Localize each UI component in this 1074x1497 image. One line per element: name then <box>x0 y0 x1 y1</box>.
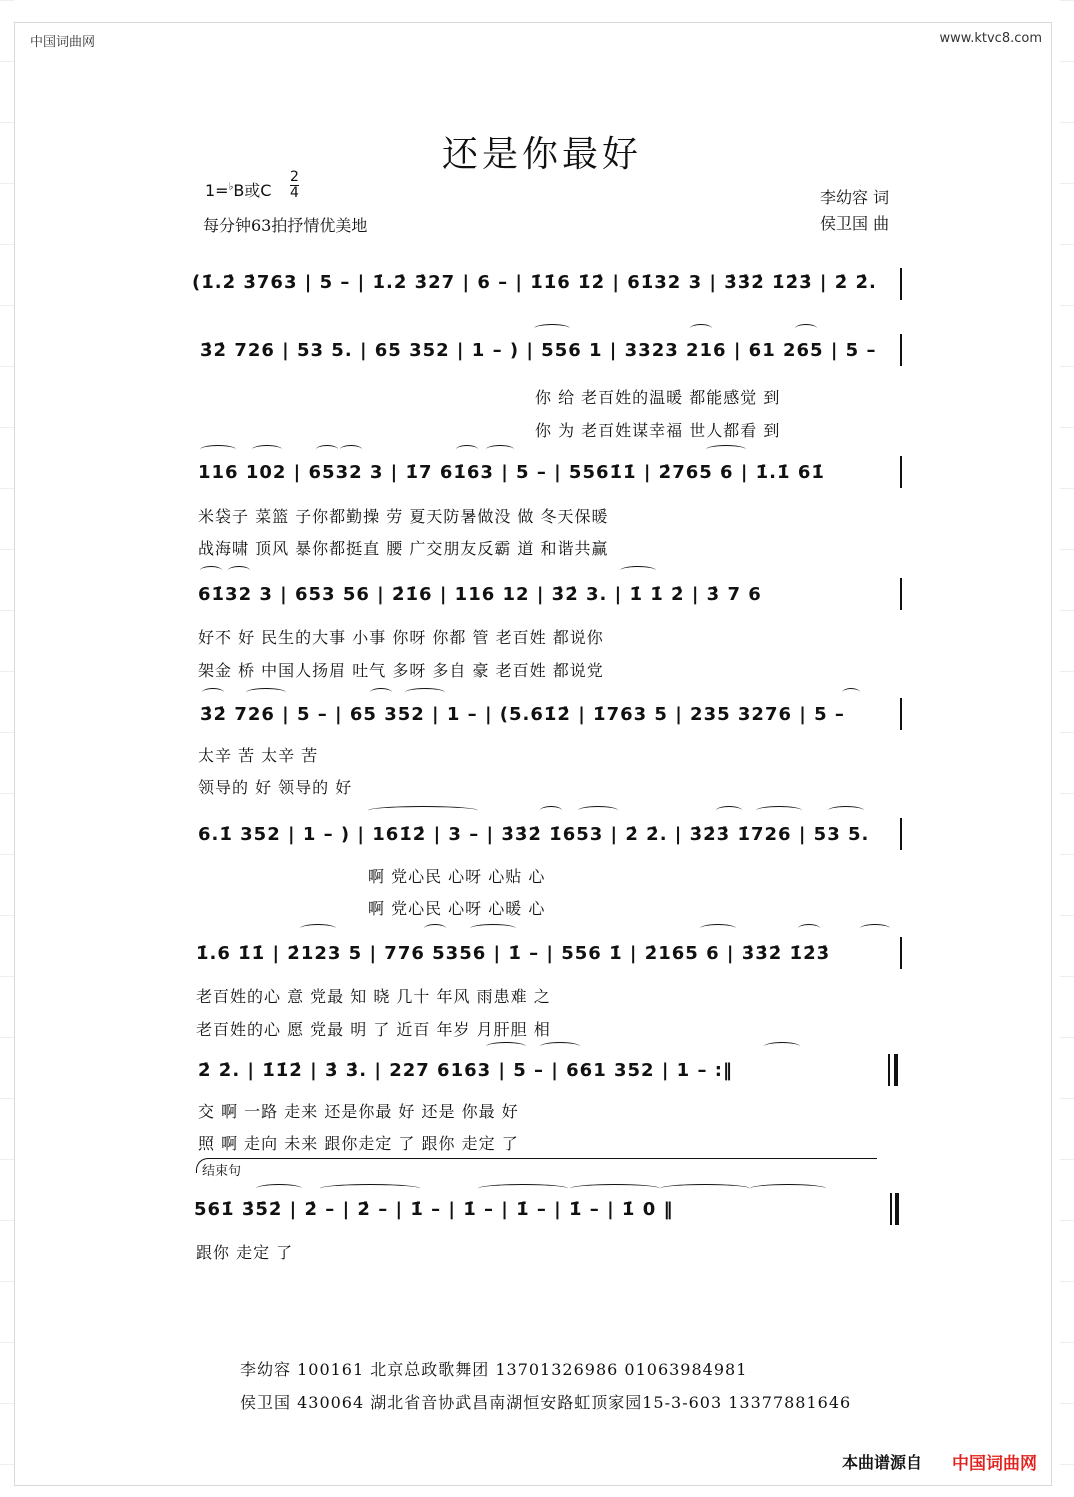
slur <box>578 806 618 815</box>
watermark-block <box>0 671 14 732</box>
slur <box>256 1184 302 1193</box>
watermark-block <box>0 488 14 549</box>
system-6-end-bar <box>900 818 902 850</box>
slur <box>316 445 338 454</box>
system-7-notes: 1̇.6 1̇1̇ | 2̇123 5 | 776 5356 | 1̇ – | 556 1̇ | 2̇165 6 | 3̇3̇2̇ 1̇2̇3̇ <box>196 943 831 964</box>
watermark-block <box>0 183 14 244</box>
watermark-block <box>1060 244 1074 305</box>
contact-composer: 侯卫国 430064 湖北省音协武昌南湖恒安路虹顶家园15-3-603 13377881646 <box>240 1393 852 1412</box>
watermark-block <box>0 1220 14 1281</box>
watermark-block <box>0 61 14 122</box>
key-text: B或C <box>233 181 272 200</box>
watermark-block <box>1060 61 1074 122</box>
watermark-block <box>0 0 14 61</box>
system-2-lyrics-verse2: 你 为 老百姓谋幸福 世人都看 到 <box>535 421 781 440</box>
watermark-block <box>0 854 14 915</box>
watermark-block <box>1060 671 1074 732</box>
watermark-block <box>1060 183 1074 244</box>
system-3-lyrics-verse2: 战海啸 顶风 暴你都挺直 腰 广交朋友反霸 道 和谐共赢 <box>198 539 609 558</box>
system-8-repeat-thick-bar <box>894 1054 898 1086</box>
watermark-block <box>1060 1220 1074 1281</box>
watermark-block <box>1060 732 1074 793</box>
watermark-block <box>1060 0 1074 61</box>
slur <box>756 806 802 815</box>
watermark-block <box>1060 854 1074 915</box>
flat-sign: ♭ <box>228 181 234 193</box>
slur <box>202 688 224 697</box>
watermark-block <box>1060 915 1074 976</box>
final-thin-bar <box>890 1193 892 1225</box>
system-8-repeat-bar <box>888 1054 890 1086</box>
watermark-block <box>0 976 14 1037</box>
watermark-block <box>1060 488 1074 549</box>
watermark-block <box>1060 610 1074 671</box>
watermark-block <box>0 244 14 305</box>
watermark-block <box>1060 793 1074 854</box>
slur <box>320 1184 420 1193</box>
watermark-block <box>1060 122 1074 183</box>
system-8-notes: 2̇ 2̇. | 1̇1̇2̇ | 3̇ 3̇. | 227 6163 | 5 – | 661 352 | 1 – :‖ <box>198 1060 733 1081</box>
slur <box>795 324 817 333</box>
watermark-block <box>0 427 14 488</box>
footer-site-link[interactable]: 中国词曲网 <box>952 1454 1037 1474</box>
footer-source-label: 本曲谱源自 <box>842 1453 923 1472</box>
slur <box>750 1184 826 1193</box>
watermark-block <box>0 610 14 671</box>
system-6-lyrics-verse2: 啊 党心民 心呀 心暖 心 <box>368 899 546 918</box>
contact-lyricist: 李幼容 100161 北京总政歌舞团 13701326986 01063984981 <box>240 1360 748 1379</box>
watermark-block <box>1060 1281 1074 1342</box>
slur <box>200 445 236 454</box>
system-2-end-bar <box>900 334 902 366</box>
system-3-lyrics-verse1: 米袋子 菜篮 子你都勤操 劳 夏天防暑做没 做 冬天保暖 <box>198 507 609 526</box>
watermark-block <box>0 366 14 427</box>
system-5-lyrics-verse2: 领导的 好 领导的 好 <box>198 778 353 797</box>
slur <box>764 1042 800 1051</box>
watermark-block <box>0 305 14 366</box>
slur <box>456 445 478 454</box>
watermark-block <box>1060 366 1074 427</box>
watermark-block <box>0 732 14 793</box>
watermark-block <box>1060 1037 1074 1098</box>
system-3-end-bar <box>900 456 902 488</box>
system-4-end-bar <box>900 578 902 610</box>
watermark-block <box>0 1281 14 1342</box>
system-6-lyrics-verse1: 啊 党心民 心呀 心贴 心 <box>368 867 546 886</box>
key-signature <box>205 178 271 201</box>
composer-credit: 侯卫国 曲 <box>820 214 890 233</box>
slur <box>842 688 860 697</box>
system-8-lyrics-verse2: 照 啊 走向 未来 跟你走定 了 跟你 走定 了 <box>198 1134 519 1153</box>
slur <box>716 806 742 815</box>
system-5-notes: 3̇2̇ 726 | 5 – | 65 352 | 1 – | (5.61̇2̇ | 1̇763 5 | 235 3276 | 5 – <box>200 704 845 725</box>
watermark-block <box>0 549 14 610</box>
slur <box>540 1042 580 1051</box>
watermark-block <box>1060 1342 1074 1403</box>
slur <box>828 806 864 815</box>
slur <box>228 566 250 575</box>
slur <box>370 688 392 697</box>
system-4-lyrics-verse1: 好不 好 民生的大事 小事 你呀 你都 管 老百姓 都说你 <box>198 628 604 647</box>
slur <box>200 566 222 575</box>
slur <box>540 806 562 815</box>
site-right-url[interactable]: www.ktvc8.com <box>939 31 1042 46</box>
system-7-lyrics-verse2: 老百姓的心 愿 党最 明 了 近百 年岁 月肝胆 相 <box>196 1020 551 1039</box>
watermark-block <box>0 1159 14 1220</box>
song-title: 还是你最好 <box>442 134 643 175</box>
watermark-block <box>0 1037 14 1098</box>
time-signature <box>290 170 299 201</box>
system-9-notes: 561̇ 3̇5̇2̇ | 2̇ – | 2̇ – | 1̇ – | 1̇ – | 1̇ – | 1̇ – | 1̇ 0 ‖ <box>194 1199 674 1220</box>
system-4-notes: 61̇32 3 | 653 56 | 2̇1̇6 | 116 12 | 3̇2̇ 3. | 1̇ 1̇ 2̇ | 3̇ 7 6 <box>198 584 762 605</box>
watermark-block <box>0 122 14 183</box>
system-8-lyrics-verse1: 交 啊 一路 走来 还是你最 好 还是 你最 好 <box>198 1102 519 1121</box>
slur <box>246 688 286 697</box>
slur <box>700 924 736 933</box>
watermark-block <box>0 1464 14 1497</box>
system-1-notes: (1̇.2̇ 3̇763 | 5 – | 1̇.2̇ 3̇27 | 6 – | 1̇1̇6 1̇2̇ | 61̇32 3 | 3̇3̇2̇ 1̇2̇3̇ | 2̇ 2̇. <box>192 272 877 293</box>
ending-label: 结束句 <box>202 1164 242 1179</box>
watermark-block <box>0 793 14 854</box>
final-thick-bar <box>895 1193 899 1225</box>
system-2-notes: 3̇2̇ 726 | 53 5. | 65 352 | 1 – ) | 556 1 | 3323 216 | 61 265 | 5 – <box>200 340 877 361</box>
watermark-block <box>1060 427 1074 488</box>
system-5-end-bar <box>900 698 902 730</box>
slur <box>340 445 362 454</box>
slur <box>486 445 514 454</box>
tempo-marking: 每分钟63拍抒情优美地 <box>203 216 368 235</box>
ending-bracket <box>196 1158 877 1173</box>
system-9-lyrics: 跟你 走定 了 <box>196 1243 294 1262</box>
slur <box>570 1184 660 1193</box>
watermark-block <box>0 915 14 976</box>
watermark-block <box>1060 1464 1074 1497</box>
watermark-block <box>0 1403 14 1464</box>
slur <box>620 566 656 575</box>
system-5-lyrics-verse1: 太辛 苦 太辛 苦 <box>198 746 319 765</box>
slur <box>405 688 445 697</box>
system-6-notes: 6.1̇ 352 | 1 – ) | 161̇2̇ | 3 – | 3̇3̇2̇ 1̇653 | 2̇ 2̇. | 3̇2̇3̇ 1̇726 | 53 5. <box>198 824 870 845</box>
system-3-notes: 116 102 | 6532 3 | 1̇7 61̇63 | 5 – | 5561̇1̇ | 2̇765 6 | 1̇.1̇ 61̇ <box>198 462 825 483</box>
time-bottom: 4 <box>290 185 299 201</box>
watermark-block <box>1060 1159 1074 1220</box>
slur <box>424 924 446 933</box>
key-prefix: 1= <box>205 181 229 200</box>
system-1-end-bar <box>900 268 902 300</box>
system-7-end-bar <box>900 937 902 969</box>
watermark-block <box>1060 305 1074 366</box>
slur <box>470 924 516 933</box>
site-left-label[interactable]: 中国词曲网 <box>30 35 96 50</box>
slur <box>660 1184 750 1193</box>
watermark-block <box>1060 1403 1074 1464</box>
watermark-block <box>0 1342 14 1403</box>
time-top: 2 <box>290 169 299 185</box>
slur <box>252 445 282 454</box>
slur <box>690 324 712 333</box>
watermark-block <box>0 1098 14 1159</box>
slur <box>368 806 478 815</box>
slur <box>478 1184 568 1193</box>
right-watermark-strip <box>1060 0 1074 1497</box>
page-border <box>14 22 1052 1486</box>
watermark-block <box>1060 549 1074 610</box>
slur <box>860 924 890 933</box>
lyricist-credit: 李幼容 词 <box>820 188 890 207</box>
system-2-lyrics-verse1: 你 给 老百姓的温暖 都能感觉 到 <box>535 388 781 407</box>
slur <box>534 324 570 333</box>
watermark-block <box>1060 976 1074 1037</box>
slur <box>798 924 820 933</box>
system-4-lyrics-verse2: 架金 桥 中国人扬眉 吐气 多呀 多自 豪 老百姓 都说党 <box>198 661 604 680</box>
slur <box>486 1042 526 1051</box>
slur <box>300 924 336 933</box>
left-watermark-strip <box>0 0 14 1497</box>
system-7-lyrics-verse1: 老百姓的心 意 党最 知 晓 几十 年风 雨患难 之 <box>196 987 551 1006</box>
watermark-block <box>1060 1098 1074 1159</box>
slur <box>706 445 746 454</box>
